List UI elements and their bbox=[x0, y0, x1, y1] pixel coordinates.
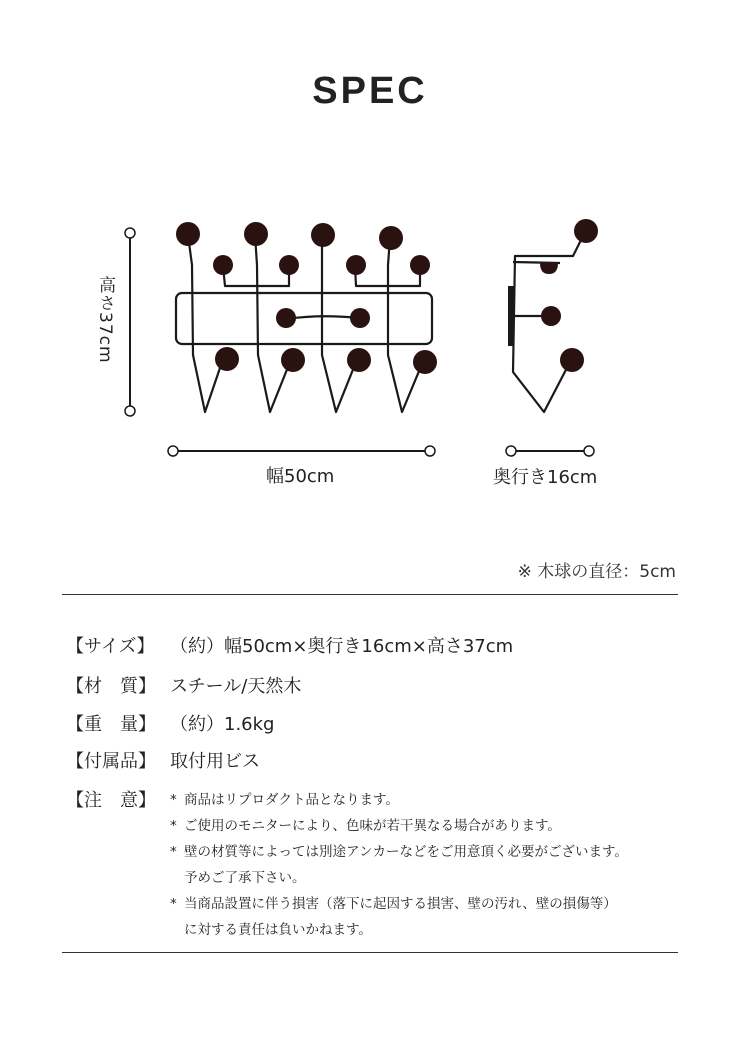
width-dimension-label: 幅50cm bbox=[266, 466, 335, 487]
spec-key: 【材 質】 bbox=[66, 676, 156, 697]
spec-row-size bbox=[66, 632, 513, 658]
bullet-star: * bbox=[170, 818, 177, 834]
bullet-star: * bbox=[170, 896, 177, 912]
spec-row-material bbox=[66, 672, 301, 698]
spec-value: （約）1.6kg bbox=[170, 714, 275, 735]
caution-item bbox=[170, 839, 700, 891]
caution-item bbox=[170, 891, 700, 943]
caution-text: 当商品設置に伴う損害（落下に起因する損害、壁の汚れ、壁の損傷等） bbox=[184, 896, 617, 912]
caution-item bbox=[170, 787, 700, 813]
spec-key: 【重 量】 bbox=[66, 714, 156, 735]
spec-value: 取付用ビス bbox=[170, 751, 260, 772]
ball-diameter-note: ※ 木球の直径：5cm bbox=[517, 562, 676, 582]
caution-item bbox=[170, 813, 700, 839]
caution-text: ご使用のモニターにより、色味が若干異なる場合があります。 bbox=[184, 818, 561, 834]
side-view-balls bbox=[540, 219, 598, 372]
divider-top bbox=[62, 594, 678, 595]
spec-row-weight bbox=[66, 710, 274, 736]
bullet-star: * bbox=[170, 844, 177, 860]
caution-text: 商品はリプロダクト品となります。 bbox=[184, 792, 399, 808]
caution-list bbox=[170, 787, 700, 943]
bullet-star: * bbox=[170, 792, 177, 808]
caution-text: 予めご了承下さい。 bbox=[184, 870, 306, 886]
front-view-balls bbox=[176, 222, 437, 374]
spec-row-caution bbox=[66, 786, 170, 812]
spec-key: 【サイズ】 bbox=[66, 636, 155, 657]
caution-text: 壁の材質等によっては別途アンカーなどをご用意頂く必要がございます。 bbox=[184, 844, 628, 860]
spec-key: 【注 意】 bbox=[66, 790, 156, 811]
spec-value: （約）幅50cm×奥行き16cm×高さ37cm bbox=[170, 636, 514, 657]
spec-value: スチール/天然木 bbox=[170, 676, 302, 697]
spec-key: 【付属品】 bbox=[66, 751, 156, 772]
divider-bottom bbox=[62, 952, 678, 953]
depth-dimension-label: 奥行き16cm bbox=[493, 467, 598, 488]
page-title: SPEC bbox=[312, 70, 428, 112]
height-dimension-label: 高さ37cm bbox=[95, 276, 115, 364]
spec-row-accessories bbox=[66, 747, 260, 773]
caution-text: に対する責任は負いかねます。 bbox=[184, 922, 372, 938]
